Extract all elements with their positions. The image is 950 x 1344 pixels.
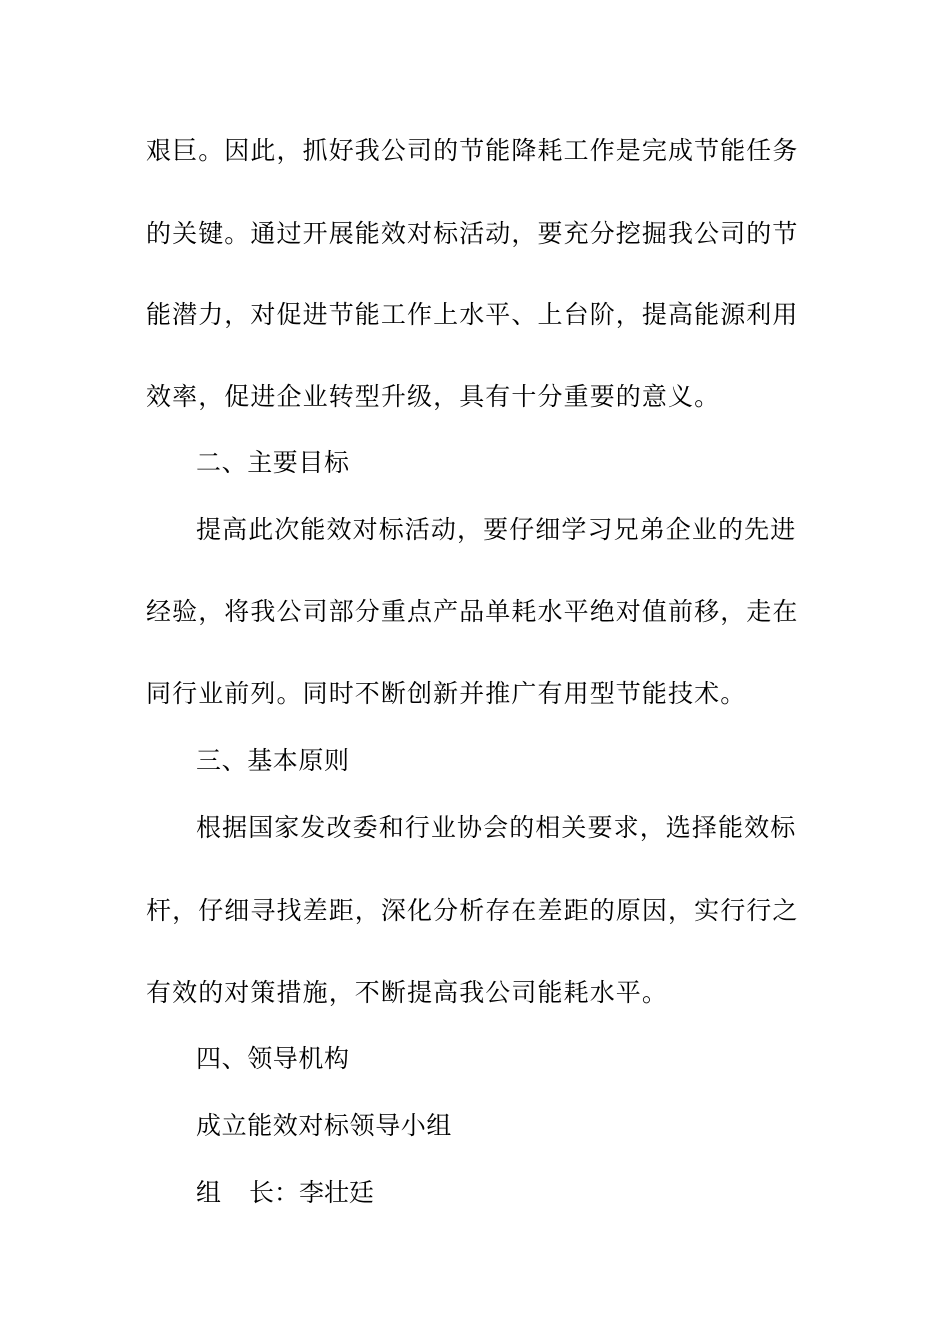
group-leader-label-part: 长：: [249, 1178, 300, 1207]
paragraph-line: 提高此次能效对标活动，要仔细学习兄弟企业的先进: [196, 515, 797, 544]
paragraph-line: 能潜力，对促进节能工作上水平、上台阶，提高能源利用: [146, 300, 799, 329]
paragraph-line: 根据国家发改委和行业协会的相关要求，选择能效标: [196, 813, 797, 842]
paragraph-line: 经验，将我公司部分重点产品单耗水平绝对值前移，走在: [146, 597, 799, 626]
leadership-group-line: 成立能效对标领导小组: [196, 1111, 453, 1140]
section-heading-leadership: 四、领导机构: [196, 1044, 350, 1073]
section-heading-basic-principles: 三、基本原则: [196, 746, 350, 775]
group-leader-label-part: 组: [196, 1178, 222, 1207]
paragraph-line: 的关键。通过开展能效对标活动，要充分挖掘我公司的节: [146, 219, 799, 248]
group-leader-name: 李壮廷: [299, 1178, 375, 1207]
paragraph-line: 同行业前列。同时不断创新并推广有用型节能技术。: [146, 679, 747, 708]
section-heading-main-goals: 二、主要目标: [196, 448, 350, 477]
paragraph-line: 杆，仔细寻找差距，深化分析存在差距的原因，实行行之: [146, 896, 799, 925]
paragraph-line: 艰巨。因此，抓好我公司的节能降耗工作是完成节能任务: [146, 136, 799, 165]
paragraph-line: 有效的对策措施，不断提高我公司能耗水平。: [146, 978, 669, 1007]
group-leader-label: [196, 1177, 299, 1209]
group-leader-line: [196, 1177, 374, 1209]
paragraph-line: 效率，促进企业转型升级，具有十分重要的意义。: [146, 382, 721, 411]
